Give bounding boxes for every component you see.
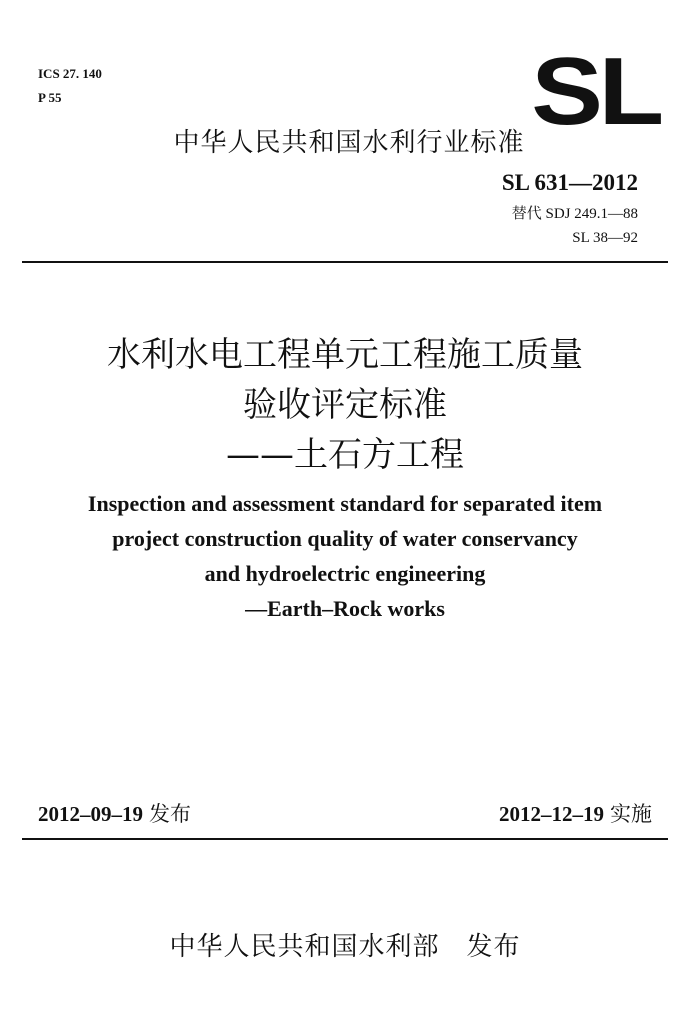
effective-label: 实施 bbox=[610, 802, 652, 826]
title-en-line-4: —Earth–Rock works bbox=[245, 596, 445, 621]
p-code: P 55 bbox=[38, 90, 62, 105]
title-cn-line-1: 水利水电工程单元工程施工质量 bbox=[107, 335, 583, 375]
sl-logo: SL bbox=[531, 38, 660, 145]
publisher: 中华人民共和国水利部 发布 bbox=[169, 932, 521, 962]
title-en-line-1: Inspection and assessment standard for separated item bbox=[87, 491, 603, 516]
issue-date-block bbox=[38, 798, 191, 828]
top-divider bbox=[22, 261, 668, 263]
effective-date-block bbox=[499, 798, 652, 828]
bottom-divider bbox=[22, 838, 668, 840]
title-en-line-3: and hydroelectric engineering bbox=[204, 561, 486, 586]
title-chinese bbox=[0, 330, 690, 480]
industry-standard-heading: 中华人民共和国水利行业标准 bbox=[173, 128, 525, 158]
ics-code: ICS 27. 140 bbox=[38, 66, 102, 81]
title-cn-line-2: 验收评定标准 bbox=[243, 385, 447, 425]
title-cn-line-3: ——土石方工程 bbox=[226, 435, 464, 475]
replaces-block bbox=[512, 202, 638, 250]
issue-label: 发布 bbox=[149, 802, 191, 826]
classification-codes bbox=[38, 62, 102, 110]
title-english bbox=[0, 486, 690, 626]
replaces-line-2: SL 38—92 bbox=[572, 230, 638, 246]
issue-date: 2012–09–19 bbox=[38, 802, 143, 826]
effective-date: 2012–12–19 bbox=[499, 802, 604, 826]
standard-number: SL 631—2012 bbox=[501, 170, 638, 195]
replaces-line-1: 替代 SDJ 249.1—88 bbox=[511, 206, 638, 222]
title-en-line-2: project construction quality of water conservancy bbox=[112, 526, 578, 551]
